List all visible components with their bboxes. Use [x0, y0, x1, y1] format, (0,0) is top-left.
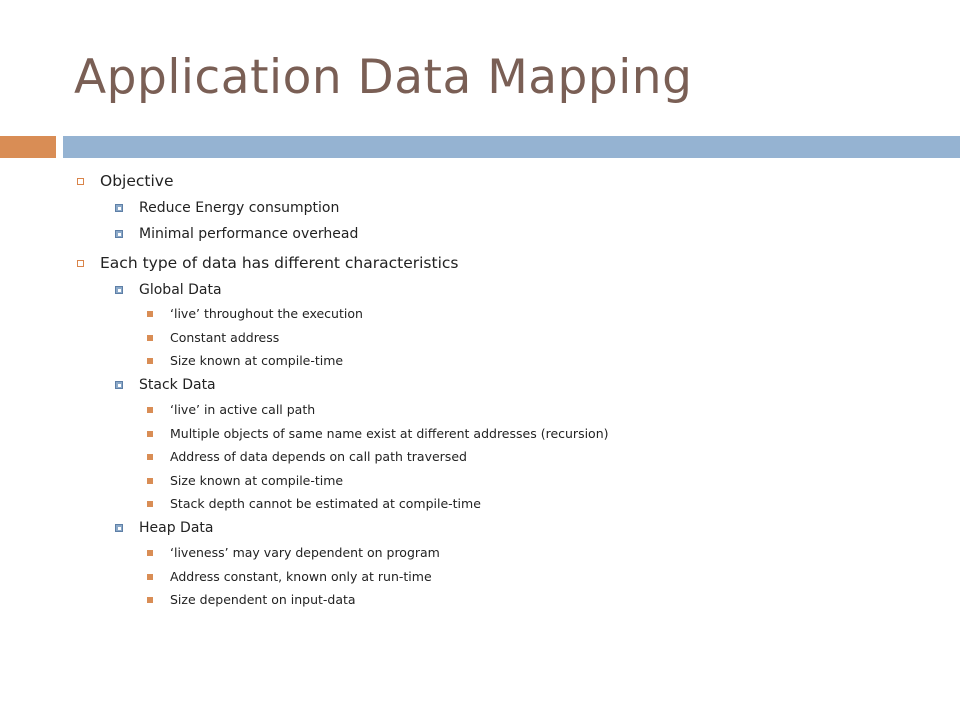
detail-bullet: [147, 569, 432, 584]
detail-bullet: [147, 473, 343, 488]
detail-text: Constant address: [170, 330, 280, 345]
boxed-square-bullet-icon: [115, 381, 123, 389]
sub-bullet: [115, 226, 358, 242]
solid-square-bullet-icon: [147, 574, 153, 580]
detail-text: Address of data depends on call path traversed: [170, 449, 467, 464]
detail-bullet: [147, 545, 440, 560]
detail-text: Size known at compile-time: [170, 473, 344, 488]
bullet-label: Objective: [100, 172, 174, 190]
detail-bullet: [147, 449, 467, 464]
detail-bullet: [147, 306, 363, 321]
hollow-square-bullet-icon: [77, 178, 84, 185]
sub-bullet-heap-data: [115, 520, 213, 536]
detail-text: Multiple objects of same name exist at different addresses (recursion): [170, 426, 609, 441]
boxed-square-bullet-icon: [115, 524, 123, 532]
detail-text: ‘live’ throughout the execution: [170, 306, 363, 321]
bullet-label: Each type of data has different characteristics: [100, 254, 459, 272]
solid-square-bullet-icon: [147, 335, 153, 341]
boxed-square-bullet-icon: [115, 204, 123, 212]
solid-square-bullet-icon: [147, 501, 153, 507]
sub-bullet-stack-data: [115, 377, 216, 393]
detail-bullet: [147, 426, 609, 441]
detail-text: Size dependent on input-data: [170, 592, 356, 607]
detail-bullet: [147, 330, 279, 345]
slide-title: Application Data Mapping: [74, 50, 693, 105]
sub-bullet: [115, 200, 339, 216]
solid-square-bullet-icon: [147, 454, 153, 460]
sub-bullet-text: Reduce Energy consumption: [139, 200, 340, 216]
detail-bullet: [147, 496, 481, 511]
sub-bullet-text: Stack Data: [139, 377, 216, 393]
bullet-objective: [77, 172, 174, 190]
detail-text: Size known at compile-time: [170, 353, 344, 368]
detail-text: Address constant, known only at run-time: [170, 569, 432, 584]
detail-bullet: [147, 402, 315, 417]
sub-bullet-text: Minimal performance overhead: [139, 226, 359, 242]
solid-square-bullet-icon: [147, 358, 153, 364]
detail-text: Stack depth cannot be estimated at compile-time: [170, 496, 481, 511]
solid-square-bullet-icon: [147, 550, 153, 556]
boxed-square-bullet-icon: [115, 230, 123, 238]
solid-square-bullet-icon: [147, 431, 153, 437]
detail-bullet: [147, 353, 343, 368]
solid-square-bullet-icon: [147, 407, 153, 413]
sub-bullet-text: Global Data: [139, 282, 222, 298]
sub-bullet-global-data: [115, 282, 222, 298]
hollow-square-bullet-icon: [77, 260, 84, 267]
detail-text: ‘liveness’ may vary dependent on program: [170, 545, 440, 560]
bullet-characteristics: [77, 254, 459, 272]
sub-bullet-text: Heap Data: [139, 520, 214, 536]
detail-text: ‘live’ in active call path: [170, 402, 316, 417]
detail-bullet: [147, 592, 356, 607]
solid-square-bullet-icon: [147, 311, 153, 317]
solid-square-bullet-icon: [147, 597, 153, 603]
boxed-square-bullet-icon: [115, 286, 123, 294]
solid-square-bullet-icon: [147, 478, 153, 484]
